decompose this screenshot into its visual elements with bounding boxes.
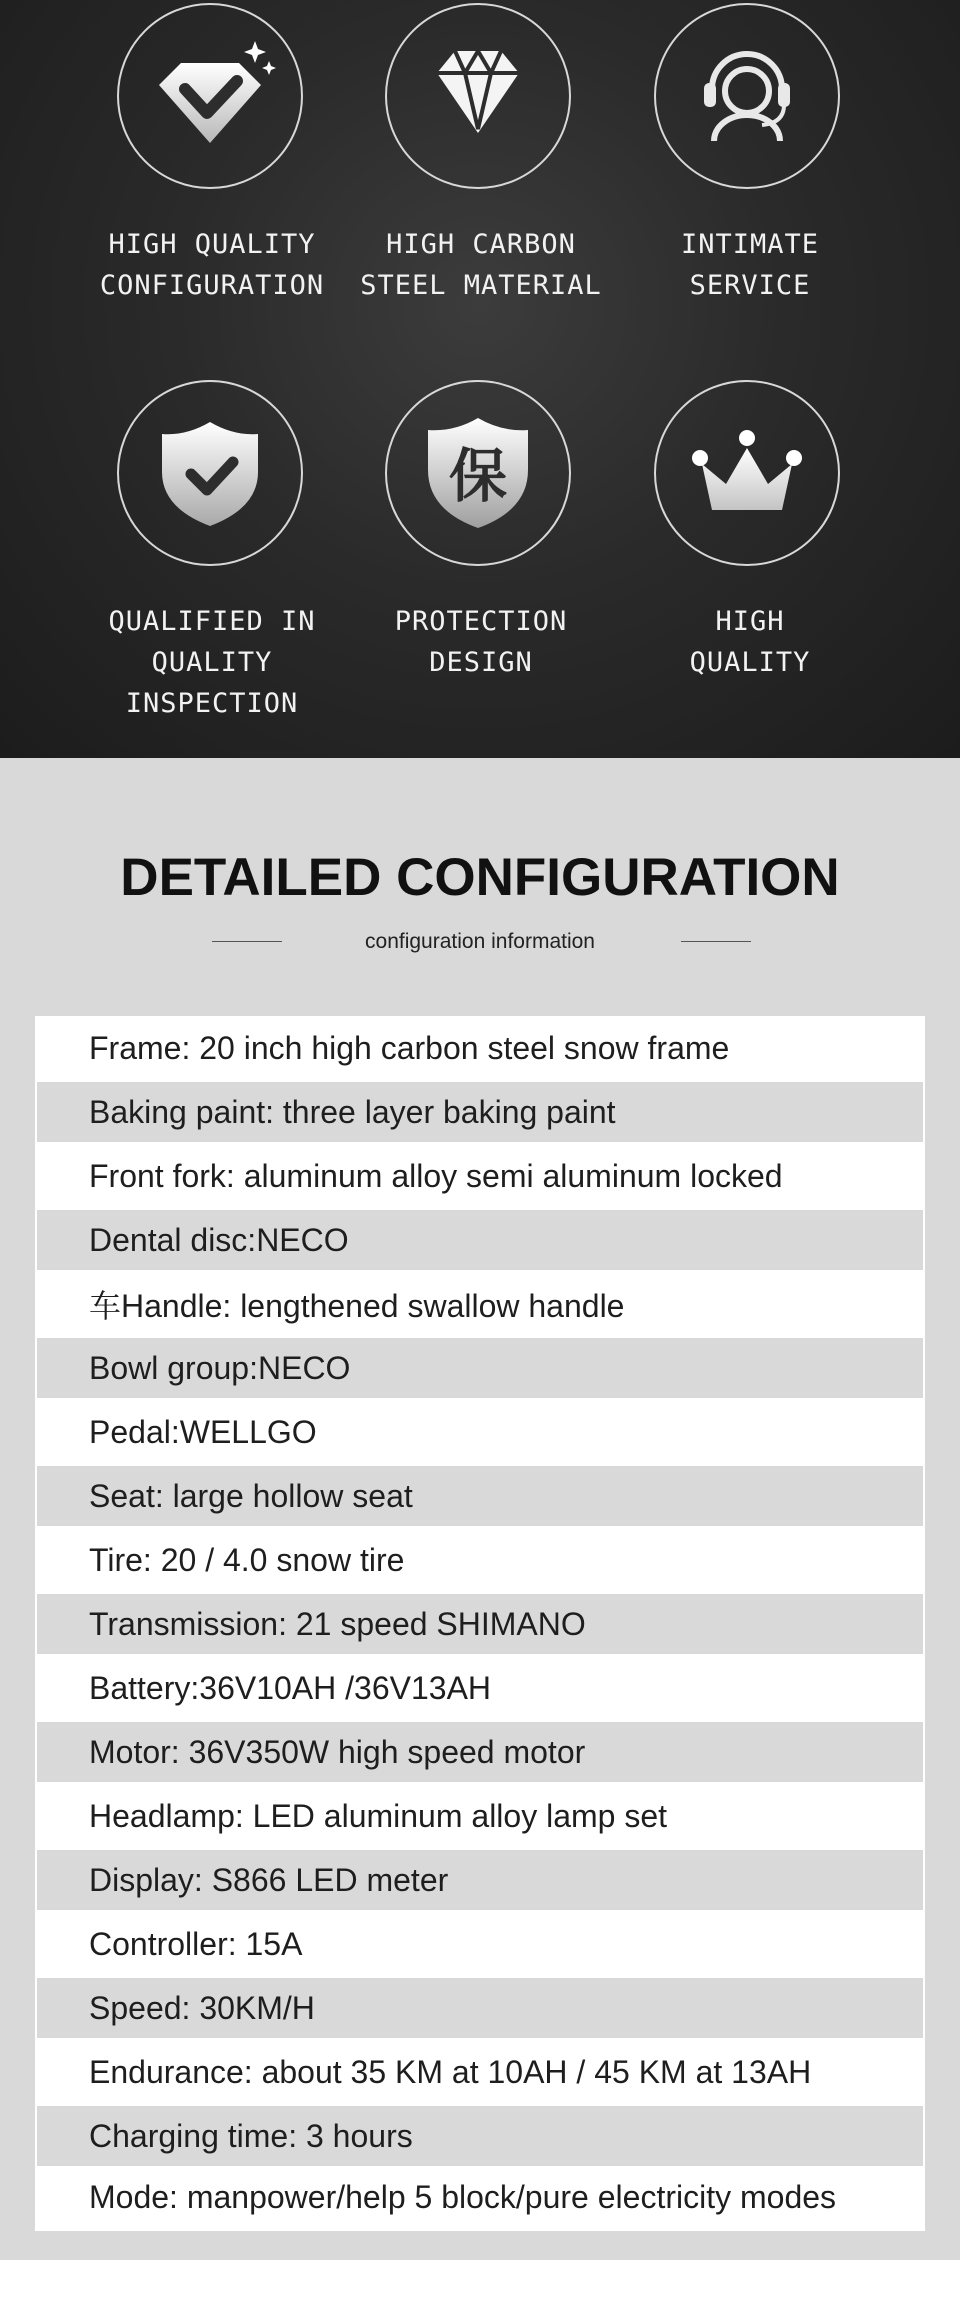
table-row: Speed: 30KM/H (37, 1978, 923, 2038)
table-row: Headlamp: LED aluminum alloy lamp set (37, 1786, 923, 1846)
table-row: Mode: manpower/help 5 block/pure electricity modes (37, 2167, 923, 2227)
shield-check-icon (117, 380, 303, 566)
feature-label: HIGH CARBON STEEL MATERIAL (360, 229, 602, 301)
table-row: Bowl group:NECO (37, 1338, 923, 1398)
feature-label: INTIMATE SERVICE (680, 229, 820, 301)
table-row: Pedal:WELLGO (37, 1402, 923, 1462)
table-row: Charging time: 3 hours (37, 2106, 923, 2166)
table-row: Baking paint: three layer baking paint (37, 1082, 923, 1142)
bao-glyph: 保 (448, 442, 508, 510)
feature-label: HIGH QUALITY (689, 606, 811, 678)
crown-icon (654, 380, 840, 566)
gem-icon (385, 3, 571, 189)
section-subtitle: configuration information (365, 930, 595, 953)
shield-bao-icon (385, 380, 571, 566)
table-row: Seat: large hollow seat (37, 1466, 923, 1526)
table-row: Battery:36V10AH /36V13AH (37, 1658, 923, 1718)
divider (681, 941, 751, 942)
table-row: 车Handle: lengthened swallow handle (37, 1274, 923, 1334)
headset-agent-icon (654, 3, 840, 189)
table-row: Endurance: about 35 KM at 10AH / 45 KM at 13AH (37, 2042, 923, 2102)
feature-label: HIGH QUALITY CONFIGURATION (99, 229, 325, 301)
table-row: Frame: 20 inch high carbon steel snow frame (37, 1018, 923, 1078)
table-row: Display: S866 LED meter (37, 1850, 923, 1910)
feature-label: PROTECTION DESIGN (394, 606, 568, 678)
table-row: Dental disc:NECO (37, 1210, 923, 1270)
table-row: Transmission: 21 speed SHIMANO (37, 1594, 923, 1654)
table-row: Tire: 20 / 4.0 snow tire (37, 1530, 923, 1590)
page-footer-band (0, 2260, 960, 2323)
spec-table (35, 1016, 925, 2231)
table-row: Controller: 15A (37, 1914, 923, 1974)
features-section (0, 0, 960, 758)
feature-label: QUALIFIED IN QUALITY INSPECTION (108, 606, 316, 719)
table-row: Motor: 36V350W high speed motor (37, 1722, 923, 1782)
page-title: DETAILED CONFIGURATION (120, 848, 840, 907)
table-row: Front fork: aluminum alloy semi aluminum locked (37, 1146, 923, 1206)
diamond-check-icon (117, 3, 303, 189)
